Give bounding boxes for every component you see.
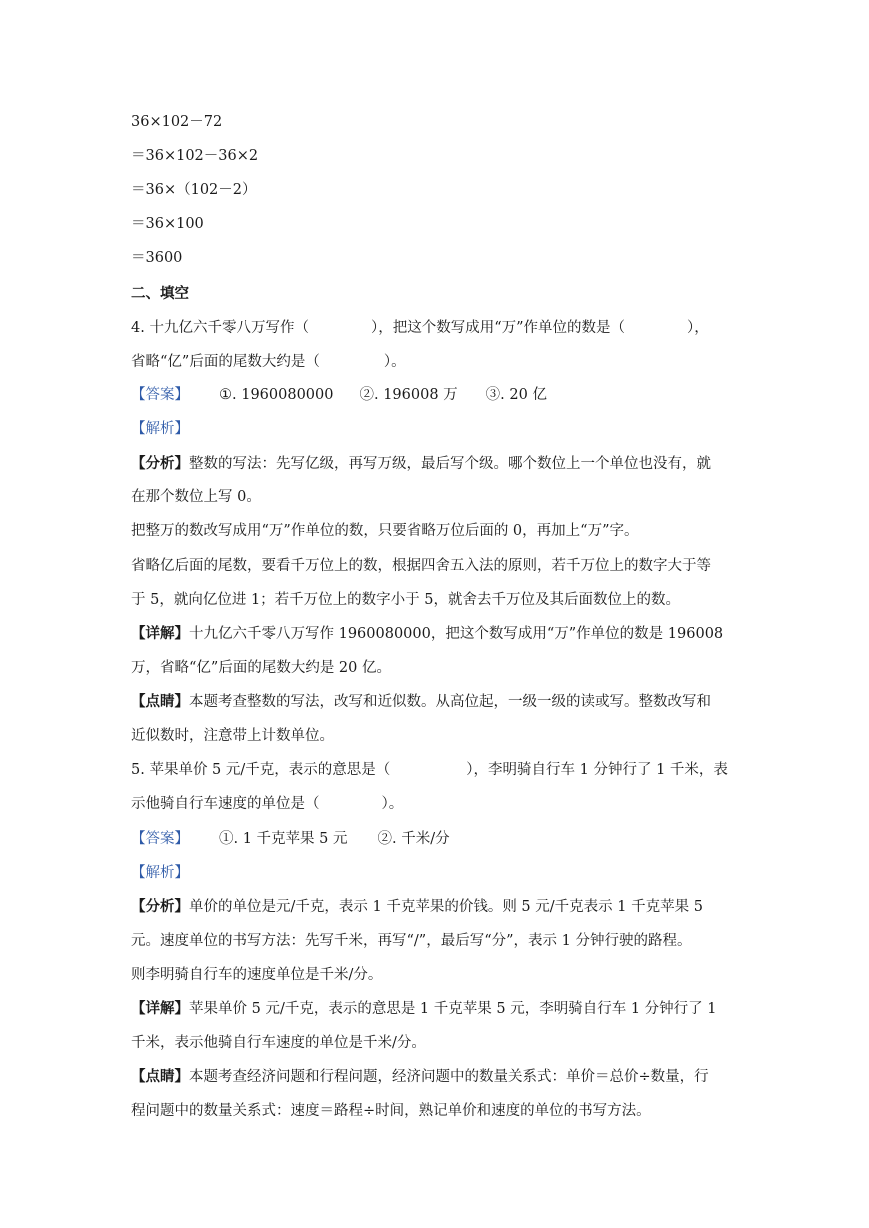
- q5-xiangjie-line-2: 千米，表示他骑自行车速度的单位是千米/分。: [131, 1035, 426, 1051]
- calc-line-5: ＝3600: [131, 250, 183, 266]
- q4-dianjing-line-1: [131, 692, 711, 712]
- q5-fenxi-text-1: 单价的单位是元/千克，表示 1 千克苹果的价钱。则 5 元/千克表示 1 千克苹果 5: [189, 899, 703, 915]
- q4-fenxi-line-1: [131, 454, 711, 474]
- q4-stem-c: ），: [687, 320, 709, 336]
- q4-answer-3: ③. 20 亿: [485, 387, 547, 403]
- q4-fenxi-text-1: 整数的写法：先写亿级，再写万级，最后写个级。哪个数位上一个单位也没有，就: [189, 456, 711, 472]
- q4-answer-line: [131, 385, 547, 405]
- q5-dianjing-line-1: [131, 1067, 709, 1087]
- q4-xiangjie-line-2: 万，省略“亿”后面的尾数大约是 20 亿。: [131, 660, 391, 676]
- q4-xiangjie-tag: 【详解】: [131, 625, 189, 642]
- q5-stem-a: 5. 苹果单价 5 元/千克，表示的意思是（: [131, 762, 391, 778]
- section-title: 二、填空: [131, 285, 189, 302]
- q5-xiangjie-text-1: 苹果单价 5 元/千克，表示的意思是 1 千克苹果 5 元，李明骑自行车 1 分钟行了 1: [189, 1001, 717, 1017]
- q5-answer-line: [131, 829, 450, 849]
- q5-fenxi-line-1: [131, 897, 703, 917]
- q5-dianjing-tag: 【点睛】: [131, 1068, 189, 1085]
- q4-fenxi-line-4: 省略亿后面的尾数，要看千万位上的数，根据四舍五入法的原则，若千万位上的数字大于等: [131, 558, 711, 574]
- q5-stem-line-2: [131, 794, 403, 814]
- q5-answer-tag: 【答案】: [131, 831, 189, 847]
- q5-fenxi-line-3: 则李明骑自行车的速度单位是千米/分。: [131, 967, 383, 983]
- q4-answer-tag: 【答案】: [131, 387, 189, 403]
- q4-answer-2: ②. 196008 万: [359, 387, 458, 403]
- q5-dianjing-text-1: 本题考查经济问题和行程问题，经济问题中的数量关系式：单价＝总价÷数量，行: [189, 1069, 709, 1085]
- calc-line-3: ＝36×（102－2）: [131, 182, 257, 198]
- calc-line-2: ＝36×102－36×2: [131, 148, 259, 164]
- q4-stem-e: ）。: [383, 354, 406, 370]
- q4-stem-a: 4. 十九亿六千零八万写作（: [131, 320, 309, 336]
- q5-fenxi-line-2: 元。速度单位的书写方法：先写千米，再写“/”，最后写“分”，表示 1 分钟行驶的路程。: [131, 933, 692, 949]
- q4-fenxi-line-2: 在那个数位上写 0。: [131, 489, 261, 505]
- q4-xiangjie-line-1: [131, 624, 723, 644]
- q4-fenxi-line-3: 把整万的数改写成用“万”作单位的数，只要省略万位后面的 0，再加上“万”字。: [131, 523, 639, 539]
- q4-stem-line-2: [131, 352, 406, 372]
- q4-stem-d: 省略“亿”后面的尾数大约是（: [131, 354, 320, 370]
- calc-line-1: 36×102－72: [131, 114, 223, 130]
- q5-stem-line-1: [131, 760, 728, 780]
- q4-dianjing-line-2: 近似数时，注意带上计数单位。: [131, 728, 334, 744]
- q4-stem-line-1: [131, 318, 709, 338]
- q4-fenxi-line-5: 于 5，就向亿位进 1；若千万位上的数字小于 5，就舍去千万位及其后面数位上的数。: [131, 592, 681, 608]
- q4-dianjing-tag: 【点睛】: [131, 693, 189, 710]
- q4-stem-b: ），把这个数写成用“万”作单位的数是（: [370, 320, 626, 336]
- q5-xiangjie-line-1: [131, 999, 717, 1019]
- q4-xiangjie-text-1: 十九亿六千零八万写作 1960080000，把这个数写成用“万”作单位的数是 196008: [189, 626, 724, 642]
- q5-analysis-tag: 【解析】: [131, 865, 189, 881]
- q5-answer-2: ②. 千米/分: [377, 831, 450, 847]
- q5-answer-1: ①. 1 千克苹果 5 元: [219, 831, 348, 847]
- q4-analysis-tag: 【解析】: [131, 421, 189, 437]
- q4-fenxi-tag: 【分析】: [131, 455, 189, 472]
- q5-fenxi-tag: 【分析】: [131, 898, 189, 915]
- q5-xiangjie-tag: 【详解】: [131, 1000, 189, 1017]
- q5-dianjing-line-2: 程问题中的数量关系式：速度＝路程÷时间，熟记单价和速度的单位的书写方法。: [131, 1103, 651, 1119]
- q4-answer-1: ①. 1960080000: [219, 387, 334, 403]
- q5-stem-b: ），李明骑自行车 1 分钟行了 1 千米，表: [466, 762, 728, 778]
- q4-dianjing-text-1: 本题考查整数的写法，改写和近似数。从高位起，一级一级的读或写。整数改写和: [189, 694, 711, 710]
- q5-stem-c: 示他骑自行车速度的单位是（: [131, 796, 320, 812]
- q5-stem-d: ）。: [381, 796, 404, 812]
- calc-line-4: ＝36×100: [131, 216, 204, 232]
